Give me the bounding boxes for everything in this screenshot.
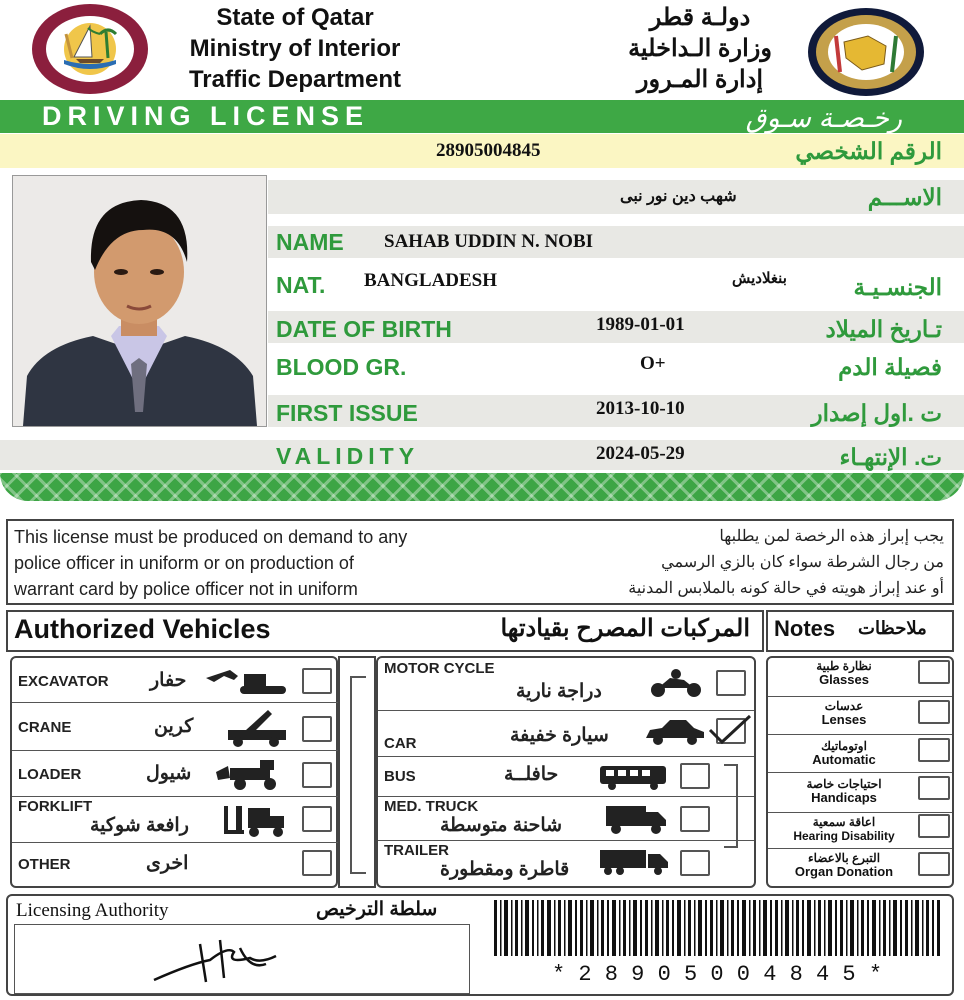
note-lenses-checkbox[interactable] bbox=[918, 700, 950, 724]
note-hearing-ar: اعاقة سمعية bbox=[812, 815, 876, 829]
name-ar-value: شهب دين نور نبى bbox=[620, 188, 737, 205]
first-issue-value: 2013-10-10 bbox=[596, 398, 685, 419]
vehicle-loader-label-ar: شيول bbox=[146, 763, 192, 784]
blood-label: BLOOD GR. bbox=[276, 354, 407, 380]
note-hearing-checkbox[interactable] bbox=[918, 814, 950, 838]
note-glasses-ar: نظارة طبية bbox=[816, 659, 872, 673]
vehicle-med-truck-checkbox[interactable] bbox=[680, 806, 710, 832]
authority-label-ar: سلطة الترخيص bbox=[316, 899, 438, 920]
vehicle-other-label-ar: اخرى bbox=[146, 853, 189, 874]
note-lenses bbox=[774, 700, 914, 727]
vehicle-loader-checkbox[interactable] bbox=[302, 762, 332, 788]
car-icon bbox=[644, 718, 706, 751]
name-row bbox=[268, 226, 964, 258]
nat-label-ar: الجنسـيـة bbox=[853, 274, 942, 300]
note-handicaps bbox=[774, 778, 914, 805]
header-ar-line3: إدارة المـرور bbox=[636, 66, 764, 93]
forklift-icon bbox=[222, 800, 288, 843]
name-ar-row bbox=[268, 180, 964, 214]
blood-value: O+ bbox=[640, 353, 666, 374]
name-ar-label: الاســـم bbox=[867, 184, 942, 210]
vehicles-heading-en: Authorized Vehicles bbox=[14, 614, 271, 644]
validity-label: VALIDITY bbox=[276, 443, 420, 469]
notice-en bbox=[14, 524, 554, 602]
vehicle-trailer-label: TRAILER bbox=[384, 842, 449, 859]
note-organ-donation bbox=[770, 852, 918, 879]
truck-icon bbox=[604, 804, 668, 839]
barcode-icon bbox=[492, 900, 942, 961]
vehicle-bus-label-ar: حافلــة bbox=[504, 764, 559, 785]
vehicle-motorcycle-checkbox[interactable] bbox=[716, 670, 746, 696]
vehicle-motorcycle-label-ar: دراجة نارية bbox=[516, 681, 602, 702]
vehicle-med-truck-label-ar: شاحنة متوسطة bbox=[440, 815, 563, 836]
vehicle-trailer-checkbox[interactable] bbox=[680, 850, 710, 876]
personal-id-label-ar: الرقم الشخصي bbox=[795, 138, 942, 164]
note-glasses bbox=[774, 660, 914, 687]
note-lenses-en: Lenses bbox=[821, 712, 867, 727]
nat-value-ar: بنغلاديش bbox=[732, 270, 787, 287]
motorcycle-icon bbox=[648, 668, 704, 703]
notice-en-line: police officer in uniform or on production of bbox=[14, 553, 354, 573]
nat-label: NAT. bbox=[276, 272, 326, 298]
notice-ar-line: من رجال الشرطة سواء كان بالزي الرسمي bbox=[661, 554, 944, 571]
check-mark-icon bbox=[706, 712, 752, 751]
title-ar: رخـصـة سـوق bbox=[745, 103, 902, 133]
note-hearing bbox=[770, 816, 918, 843]
dob-label-ar: تـاريخ الميلاد bbox=[825, 316, 942, 342]
dob-value: 1989-01-01 bbox=[596, 314, 685, 335]
barcode-text: * 2 8 9 0 5 0 0 4 8 4 5 * bbox=[551, 962, 883, 987]
vehicle-excavator-label-ar: حفار bbox=[150, 670, 187, 691]
vehicle-other-label: OTHER bbox=[18, 856, 71, 873]
validity-row bbox=[0, 440, 964, 470]
vehicle-forklift-label-ar: رافعة شوكية bbox=[90, 815, 189, 836]
note-automatic bbox=[774, 740, 914, 767]
blood-label-ar: فصيلة الدم bbox=[838, 354, 942, 380]
title-en: DRIVING LICENSE bbox=[42, 101, 370, 131]
notice-ar-line: يجب إبراز هذه الرخصة لمن يطلبها bbox=[719, 528, 944, 545]
vehicle-motorcycle-label: MOTOR CYCLE bbox=[384, 660, 495, 677]
dob-label: DATE OF BIRTH bbox=[276, 316, 452, 342]
vehicle-car-label-ar: سيارة خفيفة bbox=[510, 725, 609, 746]
vehicle-forklift-label: FORKLIFT bbox=[18, 798, 93, 815]
vehicle-excavator-checkbox[interactable] bbox=[302, 668, 332, 694]
vehicle-crane-label: CRANE bbox=[18, 719, 72, 736]
vehicle-forklift-checkbox[interactable] bbox=[302, 806, 332, 832]
validity-value: 2024-05-29 bbox=[596, 443, 685, 464]
first-issue-label: FIRST ISSUE bbox=[276, 400, 418, 426]
name-label: NAME bbox=[276, 229, 344, 255]
note-organ-donation-checkbox[interactable] bbox=[918, 852, 950, 876]
nat-value: BANGLADESH bbox=[364, 270, 498, 291]
note-hearing-en: Hearing Disability bbox=[793, 829, 895, 843]
vehicle-loader-label: LOADER bbox=[18, 766, 82, 783]
authority-label-en: Licensing Authority bbox=[16, 900, 169, 921]
trailer-truck-icon bbox=[598, 846, 670, 881]
notice-ar-line: أو عند إبراز هويته في حالة كونه بالملابس المدنية bbox=[628, 580, 944, 597]
vehicle-med-truck-label: MED. TRUCK bbox=[384, 798, 479, 815]
note-handicaps-checkbox[interactable] bbox=[918, 776, 950, 800]
notes-heading-en: Notes bbox=[774, 616, 836, 641]
vehicle-crane-checkbox[interactable] bbox=[302, 716, 332, 742]
vehicle-excavator-label: EXCAVATOR bbox=[18, 673, 109, 690]
gcc-emblem-icon bbox=[806, 6, 926, 98]
header-ar-line1: دولـة قطر bbox=[649, 4, 751, 31]
vehicle-other-checkbox[interactable] bbox=[302, 850, 332, 876]
note-automatic-en: Automatic bbox=[812, 752, 876, 767]
first-issue-label-ar: ت .اول إصدار bbox=[811, 400, 942, 426]
note-automatic-checkbox[interactable] bbox=[918, 738, 950, 762]
vehicles-heading-ar: المركبات المصرح بقيادتها bbox=[500, 615, 750, 642]
notice-ar bbox=[520, 524, 944, 602]
signature-icon bbox=[150, 934, 280, 993]
note-handicaps-en: Handicaps bbox=[811, 790, 877, 805]
header-en-line2: Ministry of Interior bbox=[189, 35, 401, 62]
bus-icon bbox=[598, 762, 668, 795]
notes-heading-ar: ملاحظات bbox=[858, 618, 927, 638]
crane-truck-icon bbox=[224, 708, 290, 753]
vehicles-divider-bracket bbox=[350, 676, 366, 874]
notice-en-line: warrant card by police officer not in uniform bbox=[14, 579, 358, 599]
header-en-line1: State of Qatar bbox=[216, 4, 374, 31]
name-value: SAHAB UDDIN N. NOBI bbox=[384, 231, 594, 252]
vehicle-trailer-label-ar: قاطرة ومقطورة bbox=[440, 859, 570, 880]
vehicle-bus-checkbox[interactable] bbox=[680, 763, 710, 789]
decorative-pattern-band bbox=[0, 473, 964, 501]
note-automatic-ar: اوتوماتيك bbox=[821, 739, 867, 753]
notice-en-line: This license must be produced on demand to any bbox=[14, 527, 408, 547]
validity-label-ar: ت. الإنتهـاء bbox=[839, 444, 942, 470]
vehicle-bus-label: BUS bbox=[384, 768, 416, 785]
note-handicaps-ar: احتياجات خاصة bbox=[806, 777, 882, 791]
vehicles-right-bracket bbox=[724, 764, 738, 848]
header-en-line3: Traffic Department bbox=[188, 66, 402, 93]
excavator-icon bbox=[204, 666, 288, 703]
note-organ-donation-en: Organ Donation bbox=[794, 864, 894, 879]
note-glasses-checkbox[interactable] bbox=[918, 660, 950, 684]
personal-id-value: 28905004845 bbox=[436, 140, 541, 161]
loader-icon bbox=[214, 758, 288, 795]
vehicle-car-label: CAR bbox=[384, 735, 417, 752]
vehicle-crane-label-ar: كرين bbox=[154, 716, 194, 737]
note-lenses-ar: عدسات bbox=[824, 699, 864, 713]
note-organ-donation-ar: التبرع بالاعضاء bbox=[807, 851, 881, 865]
note-glasses-en: Glasses bbox=[819, 672, 869, 687]
moi-emblem-icon bbox=[30, 2, 150, 97]
header-ar-line2: وزارة الـداخلية bbox=[628, 35, 772, 62]
holder-photo bbox=[12, 175, 267, 427]
